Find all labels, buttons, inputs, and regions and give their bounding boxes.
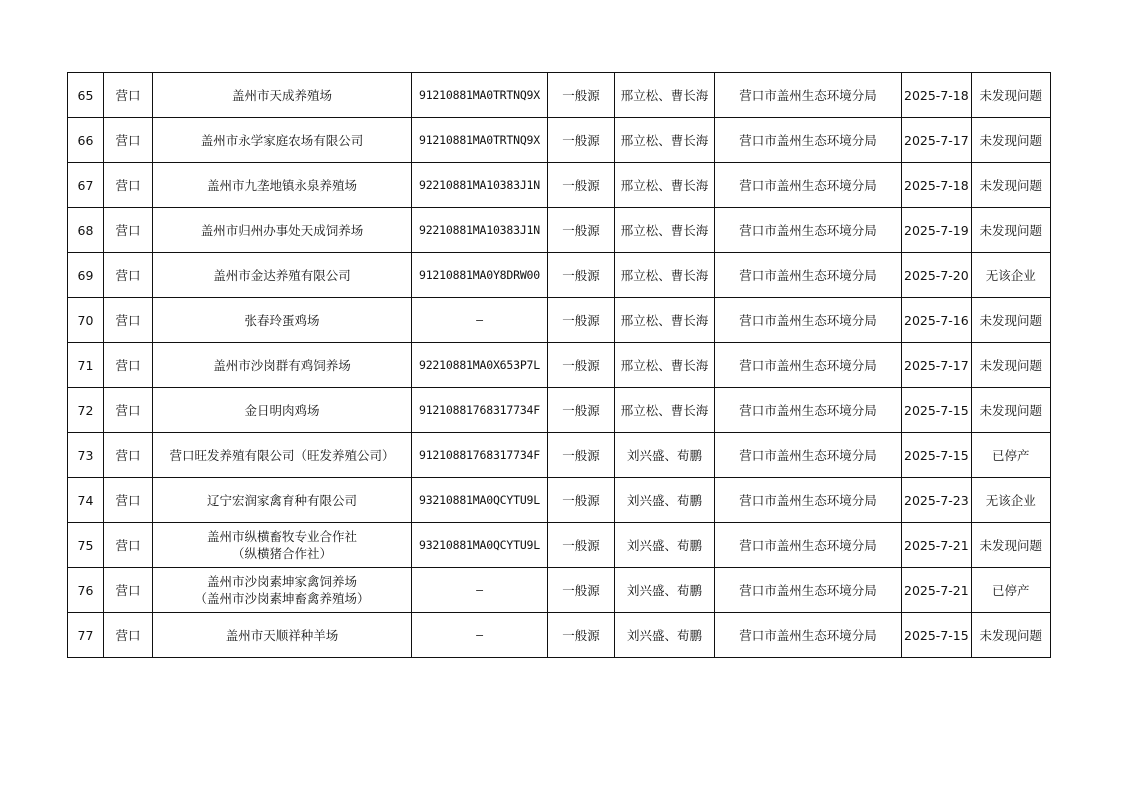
source-type-cell: 一般源 <box>548 163 615 208</box>
source-type-cell: 一般源 <box>548 388 615 433</box>
credit-code-cell: 91210881MA0TRTNQ9X <box>412 73 548 118</box>
city-cell: 营口 <box>104 253 153 298</box>
inspectors-cell: 刘兴盛、荀鹏 <box>615 523 715 568</box>
credit-code-cell: 93210881MA0QCYTU9L <box>412 478 548 523</box>
result-cell: 未发现问题 <box>971 163 1050 208</box>
inspectors-cell: 邢立松、曹长海 <box>615 253 715 298</box>
table-row <box>68 298 1051 343</box>
row-number: 70 <box>68 298 104 343</box>
row-number: 68 <box>68 208 104 253</box>
date-cell: 2025-7-21 <box>902 568 972 613</box>
inspectors-cell: 邢立松、曹长海 <box>615 298 715 343</box>
row-number: 75 <box>68 523 104 568</box>
table-row <box>68 343 1051 388</box>
source-type-cell: 一般源 <box>548 433 615 478</box>
agency-cell: 营口市盖州生态环境分局 <box>715 433 902 478</box>
city-cell: 营口 <box>104 73 153 118</box>
result-cell: 未发现问题 <box>971 613 1050 658</box>
date-cell: 2025-7-16 <box>902 298 972 343</box>
city-cell: 营口 <box>104 433 153 478</box>
row-number: 69 <box>68 253 104 298</box>
enterprise-name-cell: 盖州市永学家庭农场有限公司 <box>153 118 412 163</box>
inspectors-cell: 邢立松、曹长海 <box>615 163 715 208</box>
result-cell: 未发现问题 <box>971 118 1050 163</box>
enterprise-name-cell: 盖州市沙岗群有鸡饲养场 <box>153 343 412 388</box>
city-cell: 营口 <box>104 478 153 523</box>
enterprise-name-cell: 营口旺发养殖有限公司（旺发养殖公司） <box>153 433 412 478</box>
inspection-table <box>67 72 1051 658</box>
agency-cell: 营口市盖州生态环境分局 <box>715 208 902 253</box>
inspectors-cell: 刘兴盛、荀鹏 <box>615 433 715 478</box>
credit-code-cell: 92210881MA0X653P7L <box>412 343 548 388</box>
inspectors-cell: 刘兴盛、荀鹏 <box>615 568 715 613</box>
agency-cell: 营口市盖州生态环境分局 <box>715 613 902 658</box>
row-number: 77 <box>68 613 104 658</box>
source-type-cell: 一般源 <box>548 613 615 658</box>
date-cell: 2025-7-21 <box>902 523 972 568</box>
table-row <box>68 433 1051 478</box>
inspectors-cell: 刘兴盛、荀鹏 <box>615 613 715 658</box>
date-cell: 2025-7-19 <box>902 208 972 253</box>
row-number: 67 <box>68 163 104 208</box>
source-type-cell: 一般源 <box>548 73 615 118</box>
date-cell: 2025-7-18 <box>902 163 972 208</box>
result-cell: 未发现问题 <box>971 388 1050 433</box>
agency-cell: 营口市盖州生态环境分局 <box>715 73 902 118</box>
city-cell: 营口 <box>104 523 153 568</box>
enterprise-name-cell: 张春玲蛋鸡场 <box>153 298 412 343</box>
table-row <box>68 478 1051 523</box>
inspection-table-container <box>67 72 1051 658</box>
table-row <box>68 118 1051 163</box>
city-cell: 营口 <box>104 568 153 613</box>
agency-cell: 营口市盖州生态环境分局 <box>715 568 902 613</box>
date-cell: 2025-7-15 <box>902 433 972 478</box>
enterprise-name-cell: 盖州市天成养殖场 <box>153 73 412 118</box>
enterprise-name-cell: 盖州市沙岗素坤家禽饲养场 （盖州市沙岗素坤畜禽养殖场） <box>153 568 412 613</box>
inspectors-cell: 邢立松、曹长海 <box>615 208 715 253</box>
credit-code-cell: 91210881768317734F <box>412 388 548 433</box>
date-cell: 2025-7-15 <box>902 613 972 658</box>
inspectors-cell: 刘兴盛、荀鹏 <box>615 478 715 523</box>
row-number: 73 <box>68 433 104 478</box>
credit-code-cell: 92210881MA10383J1N <box>412 163 548 208</box>
enterprise-name-cell: 盖州市归州办事处天成饲养场 <box>153 208 412 253</box>
row-number: 76 <box>68 568 104 613</box>
source-type-cell: 一般源 <box>548 523 615 568</box>
agency-cell: 营口市盖州生态环境分局 <box>715 253 902 298</box>
source-type-cell: 一般源 <box>548 343 615 388</box>
enterprise-name-cell: 盖州市天顺祥种羊场 <box>153 613 412 658</box>
city-cell: 营口 <box>104 163 153 208</box>
enterprise-name-cell: 辽宁宏润家禽育种有限公司 <box>153 478 412 523</box>
source-type-cell: 一般源 <box>548 208 615 253</box>
source-type-cell: 一般源 <box>548 568 615 613</box>
credit-code-cell: 91210881MA0TRTNQ9X <box>412 118 548 163</box>
city-cell: 营口 <box>104 343 153 388</box>
result-cell: 已停产 <box>971 433 1050 478</box>
table-row <box>68 388 1051 433</box>
credit-code-cell: — <box>412 613 548 658</box>
credit-code-cell: — <box>412 568 548 613</box>
table-row <box>68 613 1051 658</box>
agency-cell: 营口市盖州生态环境分局 <box>715 118 902 163</box>
result-cell: 已停产 <box>971 568 1050 613</box>
table-row <box>68 73 1051 118</box>
credit-code-cell: 92210881MA10383J1N <box>412 208 548 253</box>
city-cell: 营口 <box>104 388 153 433</box>
table-row <box>68 568 1051 613</box>
agency-cell: 营口市盖州生态环境分局 <box>715 523 902 568</box>
row-number: 71 <box>68 343 104 388</box>
result-cell: 未发现问题 <box>971 523 1050 568</box>
credit-code-cell: 91210881MA0Y8DRW00 <box>412 253 548 298</box>
credit-code-cell: 93210881MA0QCYTU9L <box>412 523 548 568</box>
date-cell: 2025-7-18 <box>902 73 972 118</box>
result-cell: 未发现问题 <box>971 208 1050 253</box>
result-cell: 未发现问题 <box>971 298 1050 343</box>
row-number: 65 <box>68 73 104 118</box>
table-row <box>68 253 1051 298</box>
city-cell: 营口 <box>104 208 153 253</box>
row-number: 74 <box>68 478 104 523</box>
table-row <box>68 523 1051 568</box>
table-row <box>68 208 1051 253</box>
enterprise-name-cell: 盖州市九垄地镇永泉养殖场 <box>153 163 412 208</box>
source-type-cell: 一般源 <box>548 298 615 343</box>
result-cell: 未发现问题 <box>971 343 1050 388</box>
date-cell: 2025-7-20 <box>902 253 972 298</box>
table-row <box>68 163 1051 208</box>
enterprise-name-cell: 盖州市纵横畜牧专业合作社 （纵横猪合作社） <box>153 523 412 568</box>
agency-cell: 营口市盖州生态环境分局 <box>715 298 902 343</box>
date-cell: 2025-7-15 <box>902 388 972 433</box>
city-cell: 营口 <box>104 118 153 163</box>
agency-cell: 营口市盖州生态环境分局 <box>715 343 902 388</box>
source-type-cell: 一般源 <box>548 118 615 163</box>
agency-cell: 营口市盖州生态环境分局 <box>715 163 902 208</box>
agency-cell: 营口市盖州生态环境分局 <box>715 388 902 433</box>
result-cell: 未发现问题 <box>971 73 1050 118</box>
inspectors-cell: 邢立松、曹长海 <box>615 388 715 433</box>
source-type-cell: 一般源 <box>548 478 615 523</box>
result-cell: 无该企业 <box>971 253 1050 298</box>
table-body <box>68 73 1051 658</box>
city-cell: 营口 <box>104 298 153 343</box>
date-cell: 2025-7-23 <box>902 478 972 523</box>
date-cell: 2025-7-17 <box>902 118 972 163</box>
enterprise-name-cell: 盖州市金达养殖有限公司 <box>153 253 412 298</box>
inspectors-cell: 邢立松、曹长海 <box>615 118 715 163</box>
enterprise-name-cell: 金日明肉鸡场 <box>153 388 412 433</box>
credit-code-cell: — <box>412 298 548 343</box>
credit-code-cell: 91210881768317734F <box>412 433 548 478</box>
row-number: 66 <box>68 118 104 163</box>
row-number: 72 <box>68 388 104 433</box>
result-cell: 无该企业 <box>971 478 1050 523</box>
inspectors-cell: 邢立松、曹长海 <box>615 73 715 118</box>
city-cell: 营口 <box>104 613 153 658</box>
source-type-cell: 一般源 <box>548 253 615 298</box>
inspectors-cell: 邢立松、曹长海 <box>615 343 715 388</box>
date-cell: 2025-7-17 <box>902 343 972 388</box>
agency-cell: 营口市盖州生态环境分局 <box>715 478 902 523</box>
